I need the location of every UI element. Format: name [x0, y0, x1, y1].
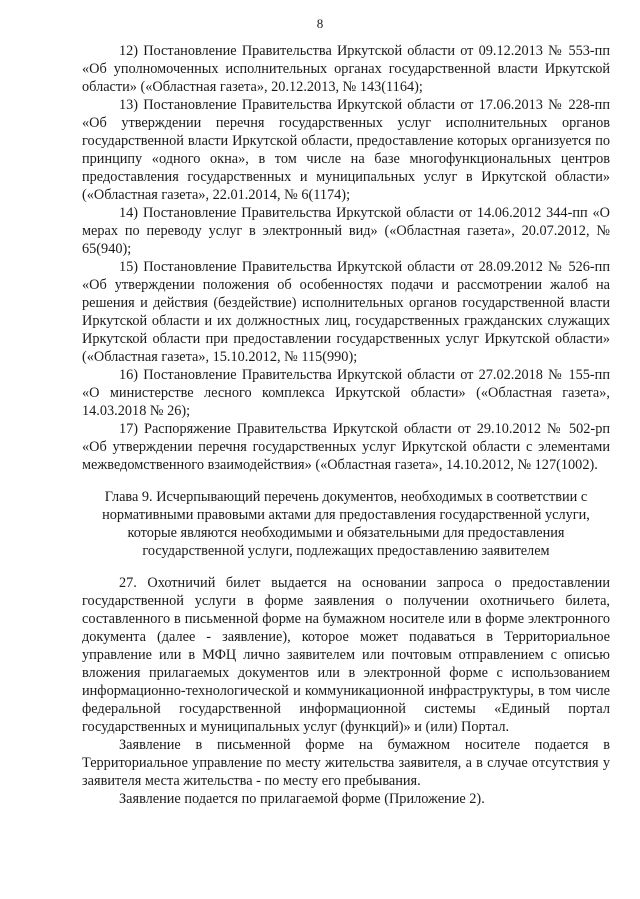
- chapter-heading-line: государственной услуги, подлежащих предоставлению заявителем: [142, 543, 550, 559]
- list-item-15: 15) Постановление Правительства Иркутской области от 28.09.2012 № 526-пп «Об утверждении положения об особенностях подачи и рассмотрении жалоб на решения и действия (бездействие) исполнительных органов государственной власти Иркутской области и их должностных лиц, государственных гражданских служащих Иркутской области при предоставлении государственных услуг Иркутской области» («Областная газета», 15.10.2012, № 115(990);: [82, 259, 610, 365]
- chapter-heading: [82, 488, 610, 560]
- list-item-14: 14) Постановление Правительства Иркутской области от 14.06.2012 344-пп «О мерах по переводу услуг в электронный вид» («Областная газета», 20.07.2012, № 65(940);: [82, 205, 610, 257]
- chapter-heading-line: Глава 9. Исчерпывающий перечень документов, необходимых в соответствии с: [104, 489, 588, 505]
- page-number: 8: [316, 16, 324, 31]
- paragraph-27: 27. Охотничий билет выдается на основании запроса о предоставлении государственной услуги в форме заявления о получении охотничьего билета, составленного в письменной форме на бумажном носителе или в форме электронного документа (далее - заявление), которое может подаваться в Территориальное управление или в МФЦ лично заявителем или почтовым отправлением с описью вложения прилагаемых документов или в электронной форме с использованием информационно-технологической и коммуникационной инфраструктуры, в том числе федеральной государственной информационной системы «Единый портал государственных и муниципальных услуг (функций)» и (или) Портал.: [82, 575, 610, 735]
- paragraph-application-paper: Заявление в письменной форме на бумажном носителе подается в Территориальное управление по месту жительства заявителя, а в случае отсутствия у заявителя места жительства - по месту его пребывания.: [82, 737, 610, 789]
- list-item-17: 17) Распоряжение Правительства Иркутской области от 29.10.2012 № 502-рп «Об утверждении перечня государственных услуг Иркутской области с элементами межведомственного взаимодействия» («Областная газета», 14.10.2012, № 127(1002).: [82, 421, 610, 473]
- chapter-heading-line: которые являются необходимыми и обязательными для предоставления: [127, 525, 565, 541]
- paragraph-application-form: Заявление подается по прилагаемой форме (Приложение 2).: [119, 791, 485, 807]
- list-item-13: 13) Постановление Правительства Иркутской области от 17.06.2013 № 228-пп «Об утверждении перечня государственных услуг исполнительных органов государственной власти Иркутской области, предоставление которых организуется по принципу «одного окна», в том числе на базе многофункциональных центров предоставления государственных и муниципальных услуг в Иркутской области» («Областная газета», 22.01.2014, № 6(1174);: [82, 97, 610, 203]
- chapter-heading-line: нормативными правовыми актами для предоставления государственной услуги,: [102, 507, 590, 523]
- document-body: [82, 42, 610, 808]
- list-item-12: 12) Постановление Правительства Иркутской области от 09.12.2013 № 553-пп «Об уполномоченных исполнительных органах государственной власти Иркутской области» («Областная газета», 20.12.2013, № 143(1164);: [82, 43, 610, 95]
- list-item-16: 16) Постановление Правительства Иркутской области от 27.02.2018 № 155-пп «О министерстве лесного комплекса Иркутской области» («Областная газета», 14.03.2018 № 26);: [82, 367, 610, 419]
